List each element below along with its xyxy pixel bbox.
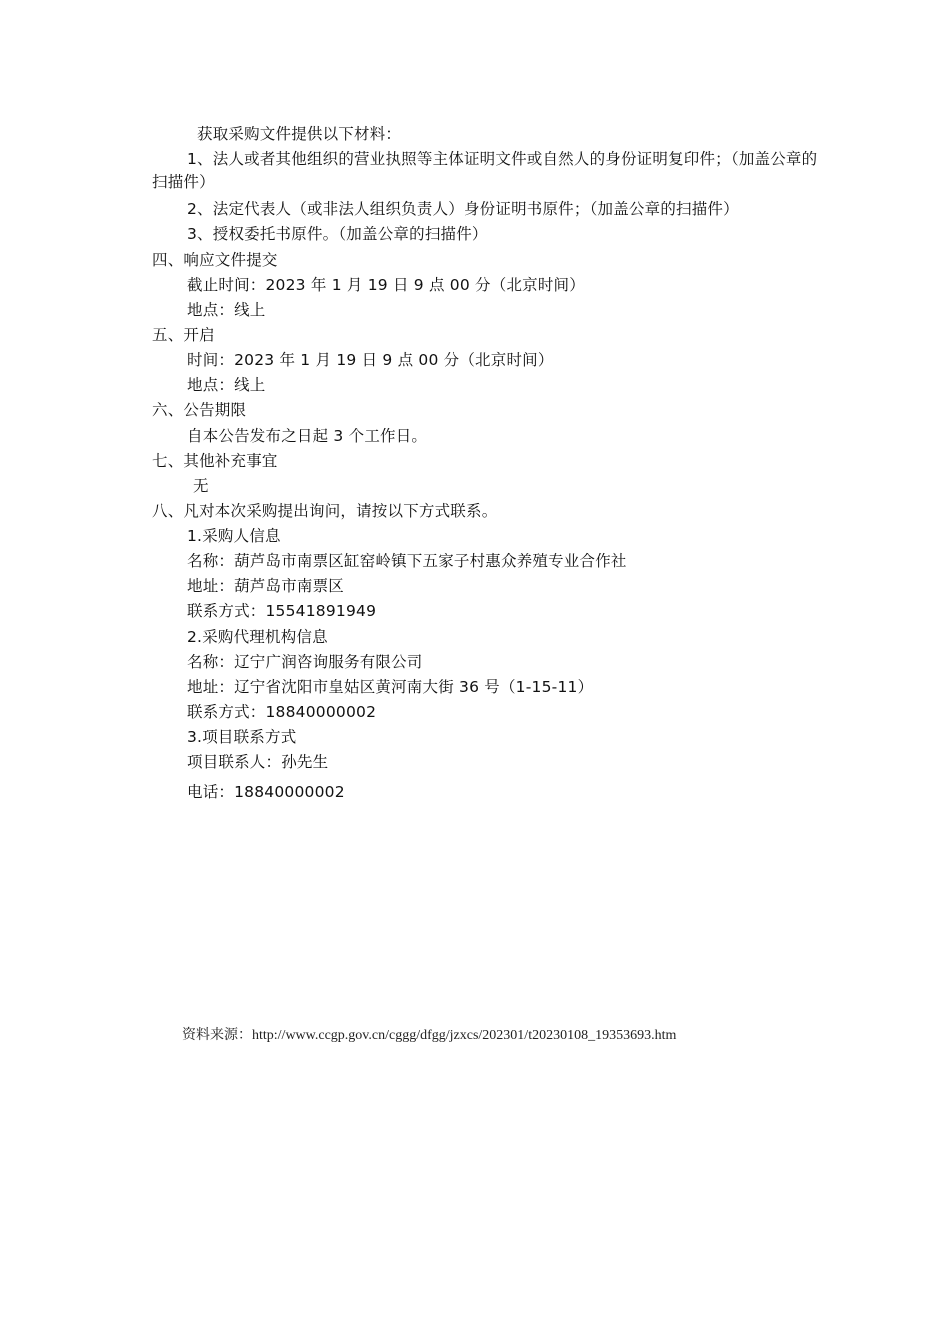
- agency-name: 名称：辽宁广润咨询服务有限公司: [187, 653, 423, 671]
- buyer-address: 地址：葫芦岛市南票区: [187, 577, 345, 595]
- section-8-heading: 八、凡对本次采购提出询问，请按以下方式联系。: [152, 502, 498, 520]
- materials-item-3: 3、授权委托书原件。（加盖公章的扫描件）: [187, 225, 488, 243]
- section-5-heading: 五、开启: [152, 326, 215, 344]
- section-4-location: 地点：线上: [187, 301, 266, 319]
- buyer-info-title: 1.采购人信息: [187, 527, 281, 545]
- section-5-time: 时间：2023 年 1 月 19 日 9 点 00 分（北京时间）: [187, 351, 554, 369]
- project-contact-phone: 电话：18840000002: [187, 783, 345, 801]
- agency-info-title: 2.采购代理机构信息: [187, 628, 328, 646]
- section-6-text: 自本公告发布之日起 3 个工作日。: [187, 427, 428, 445]
- project-contact-person: 项目联系人：孙先生: [187, 753, 329, 771]
- buyer-name: 名称：葫芦岛市南票区缸窑岭镇下五家子村惠众养殖专业合作社: [187, 552, 627, 570]
- section-7-text: 无: [193, 477, 209, 495]
- materials-item-2: 2、法定代表人（或非法人组织负责人）身份证明书原件；（加盖公章的扫描件）: [187, 200, 739, 218]
- agency-contact: 联系方式：18840000002: [187, 703, 377, 721]
- section-6-heading: 六、公告期限: [152, 401, 247, 419]
- materials-item-1: 1、法人或者其他组织的营业执照等主体证明文件或自然人的身份证明复印件；（加盖公章的扫描件）: [152, 150, 818, 191]
- agency-address: 地址：辽宁省沈阳市皇姑区黄河南大街 36 号（1-15-11）: [187, 678, 594, 696]
- project-contact-title: 3.项目联系方式: [187, 728, 297, 746]
- section-4-heading: 四、响应文件提交: [152, 251, 278, 269]
- section-4-deadline: 截止时间：2023 年 1 月 19 日 9 点 00 分（北京时间）: [187, 276, 585, 294]
- buyer-contact: 联系方式：15541891949: [187, 602, 377, 620]
- section-5-location: 地点：线上: [187, 376, 266, 394]
- section-7-heading: 七、其他补充事宜: [152, 452, 278, 470]
- source-reference: 资料来源：http://www.ccgp.gov.cn/cggg/dfgg/jzxcs/202301/t20230108_19353693.htm: [182, 1028, 677, 1043]
- materials-intro: 获取采购文件提供以下材料：: [197, 125, 402, 143]
